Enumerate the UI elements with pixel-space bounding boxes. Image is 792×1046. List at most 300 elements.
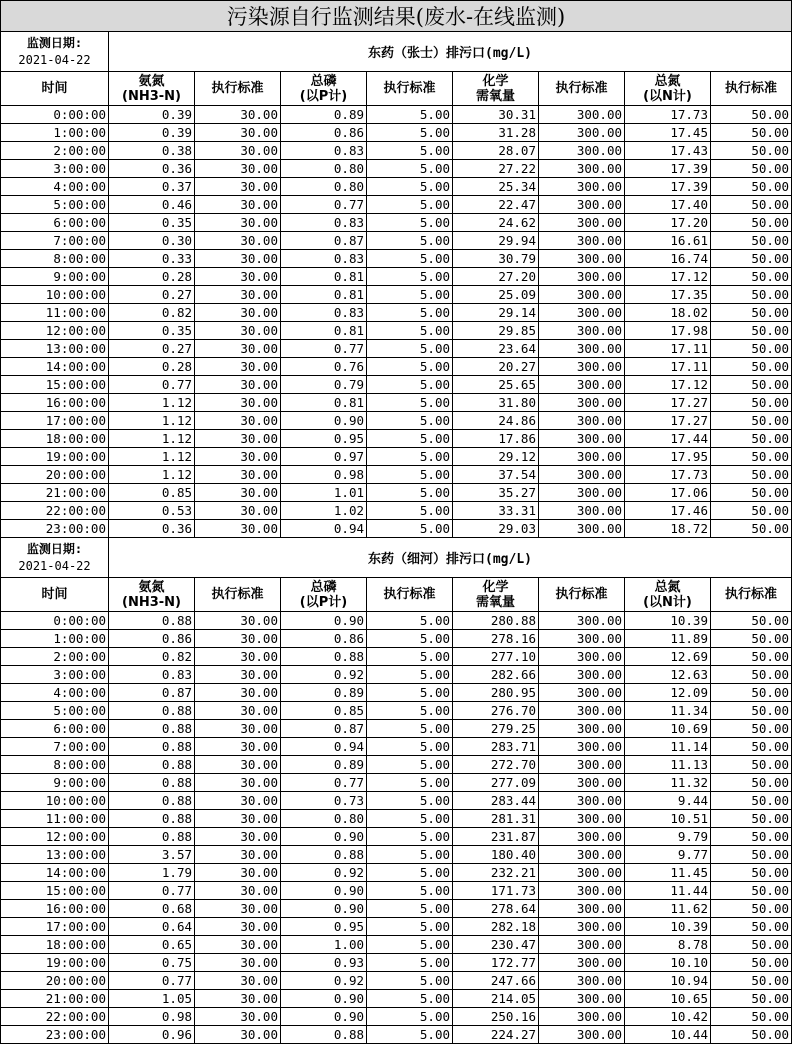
cell-ammonia-standard: 30.00 (195, 196, 281, 214)
cell-total-phosphorus: 0.83 (281, 304, 367, 322)
cell-nitrogen-standard: 50.00 (711, 630, 792, 648)
table-row (1, 774, 792, 792)
cell-cod: 214.05 (453, 990, 539, 1008)
cell-cod: 250.16 (453, 1008, 539, 1026)
cell-time: 22:00:00 (1, 1008, 109, 1026)
cell-total-nitrogen: 11.45 (625, 864, 711, 882)
cell-ammonia-nitrogen: 3.57 (109, 846, 195, 864)
cell-cod-standard: 300.00 (539, 106, 625, 124)
table-row (1, 106, 792, 124)
table-row (1, 954, 792, 972)
cell-ammonia-standard: 30.00 (195, 630, 281, 648)
cell-phosphorus-standard: 5.00 (367, 268, 453, 286)
cell-total-nitrogen: 17.12 (625, 376, 711, 394)
cell-ammonia-nitrogen: 0.88 (109, 720, 195, 738)
cell-cod: 28.07 (453, 142, 539, 160)
cell-cod: 171.73 (453, 882, 539, 900)
cell-total-nitrogen: 16.74 (625, 250, 711, 268)
cell-time: 14:00:00 (1, 864, 109, 882)
cell-time: 18:00:00 (1, 430, 109, 448)
cell-time: 6:00:00 (1, 720, 109, 738)
column-header-total-phosphorus: 总磷 (以P计) (281, 578, 367, 612)
cell-phosphorus-standard: 5.00 (367, 196, 453, 214)
table-row (1, 666, 792, 684)
cell-nitrogen-standard: 50.00 (711, 448, 792, 466)
cell-cod: 29.85 (453, 322, 539, 340)
cell-ammonia-nitrogen: 0.68 (109, 900, 195, 918)
cell-cod: 31.28 (453, 124, 539, 142)
cell-time: 0:00:00 (1, 106, 109, 124)
cell-nitrogen-standard: 50.00 (711, 160, 792, 178)
cell-cod-standard: 300.00 (539, 502, 625, 520)
cell-cod-standard: 300.00 (539, 648, 625, 666)
cell-total-phosphorus: 0.90 (281, 900, 367, 918)
cell-phosphorus-standard: 5.00 (367, 864, 453, 882)
monitoring-date-label: 监测日期: (26, 541, 83, 556)
cell-total-phosphorus: 0.83 (281, 214, 367, 232)
cell-phosphorus-standard: 5.00 (367, 648, 453, 666)
cell-ammonia-nitrogen: 0.65 (109, 936, 195, 954)
cell-phosphorus-standard: 5.00 (367, 250, 453, 268)
cell-cod: 224.27 (453, 1026, 539, 1044)
cell-time: 7:00:00 (1, 738, 109, 756)
cell-cod-standard: 300.00 (539, 828, 625, 846)
cell-ammonia-nitrogen: 0.38 (109, 142, 195, 160)
cell-ammonia-nitrogen: 1.79 (109, 864, 195, 882)
cell-nitrogen-standard: 50.00 (711, 882, 792, 900)
table-row (1, 160, 792, 178)
cell-cod-standard: 300.00 (539, 666, 625, 684)
cell-total-nitrogen: 17.39 (625, 160, 711, 178)
cell-total-phosphorus: 0.77 (281, 774, 367, 792)
cell-ammonia-standard: 30.00 (195, 304, 281, 322)
cell-ammonia-standard: 30.00 (195, 918, 281, 936)
cell-phosphorus-standard: 5.00 (367, 412, 453, 430)
cell-cod: 278.64 (453, 900, 539, 918)
table-row (1, 684, 792, 702)
cell-cod-standard: 300.00 (539, 268, 625, 286)
table-row (1, 936, 792, 954)
cell-phosphorus-standard: 5.00 (367, 936, 453, 954)
cell-total-nitrogen: 18.72 (625, 520, 711, 538)
table-row (1, 972, 792, 990)
cell-nitrogen-standard: 50.00 (711, 720, 792, 738)
cell-nitrogen-standard: 50.00 (711, 756, 792, 774)
cell-total-phosphorus: 0.81 (281, 268, 367, 286)
cell-cod-standard: 300.00 (539, 484, 625, 502)
cell-phosphorus-standard: 5.00 (367, 702, 453, 720)
cell-nitrogen-standard: 50.00 (711, 106, 792, 124)
cell-total-phosphorus: 0.87 (281, 232, 367, 250)
table-row (1, 322, 792, 340)
cell-total-nitrogen: 18.02 (625, 304, 711, 322)
column-header-time: 时间 (1, 578, 109, 612)
table-row (1, 304, 792, 322)
cell-ammonia-standard: 30.00 (195, 972, 281, 990)
cell-ammonia-nitrogen: 0.88 (109, 612, 195, 630)
cell-cod: 282.66 (453, 666, 539, 684)
cell-cod-standard: 300.00 (539, 756, 625, 774)
outlet-name: 东药（细河）排污口(mg/L) (109, 538, 792, 578)
column-header-phosphorus-standard: 执行标准 (367, 578, 453, 612)
cell-phosphorus-standard: 5.00 (367, 954, 453, 972)
cell-phosphorus-standard: 5.00 (367, 484, 453, 502)
cell-total-nitrogen: 17.20 (625, 214, 711, 232)
monitoring-date-value: 2021-04-22 (18, 52, 91, 67)
cell-total-nitrogen: 17.39 (625, 178, 711, 196)
cell-ammonia-nitrogen: 0.88 (109, 828, 195, 846)
cell-total-phosphorus: 0.98 (281, 466, 367, 484)
cell-total-phosphorus: 0.81 (281, 286, 367, 304)
cell-time: 8:00:00 (1, 756, 109, 774)
cell-total-phosphorus: 0.92 (281, 666, 367, 684)
cell-ammonia-standard: 30.00 (195, 124, 281, 142)
cell-total-phosphorus: 0.89 (281, 106, 367, 124)
cell-total-nitrogen: 10.10 (625, 954, 711, 972)
cell-time: 10:00:00 (1, 286, 109, 304)
cell-time: 13:00:00 (1, 340, 109, 358)
cell-cod-standard: 300.00 (539, 792, 625, 810)
cell-time: 16:00:00 (1, 394, 109, 412)
cell-ammonia-standard: 30.00 (195, 810, 281, 828)
cell-phosphorus-standard: 5.00 (367, 990, 453, 1008)
cell-total-nitrogen: 9.77 (625, 846, 711, 864)
cell-cod-standard: 300.00 (539, 900, 625, 918)
cell-time: 3:00:00 (1, 160, 109, 178)
cell-ammonia-nitrogen: 0.88 (109, 792, 195, 810)
cell-total-nitrogen: 17.73 (625, 106, 711, 124)
cell-ammonia-standard: 30.00 (195, 774, 281, 792)
cell-cod: 283.44 (453, 792, 539, 810)
cell-total-nitrogen: 12.09 (625, 684, 711, 702)
cell-cod: 172.77 (453, 954, 539, 972)
cell-ammonia-standard: 30.00 (195, 232, 281, 250)
cell-total-nitrogen: 10.94 (625, 972, 711, 990)
cell-nitrogen-standard: 50.00 (711, 864, 792, 882)
cell-total-phosphorus: 0.76 (281, 358, 367, 376)
cell-phosphorus-standard: 5.00 (367, 774, 453, 792)
cell-total-nitrogen: 17.27 (625, 394, 711, 412)
cell-cod-standard: 300.00 (539, 376, 625, 394)
table-row (1, 900, 792, 918)
table-row (1, 990, 792, 1008)
cell-nitrogen-standard: 50.00 (711, 846, 792, 864)
cell-nitrogen-standard: 50.00 (711, 774, 792, 792)
cell-ammonia-nitrogen: 1.12 (109, 412, 195, 430)
cell-total-phosphorus: 1.00 (281, 936, 367, 954)
cell-total-nitrogen: 11.62 (625, 900, 711, 918)
cell-nitrogen-standard: 50.00 (711, 918, 792, 936)
cell-total-nitrogen: 11.89 (625, 630, 711, 648)
cell-phosphorus-standard: 5.00 (367, 792, 453, 810)
cell-nitrogen-standard: 50.00 (711, 810, 792, 828)
cell-nitrogen-standard: 50.00 (711, 612, 792, 630)
column-header-cod: 化学 需氧量 (453, 578, 539, 612)
cell-cod: 17.86 (453, 430, 539, 448)
cell-total-phosphorus: 0.80 (281, 178, 367, 196)
cell-phosphorus-standard: 5.00 (367, 394, 453, 412)
cell-phosphorus-standard: 5.00 (367, 810, 453, 828)
cell-time: 8:00:00 (1, 250, 109, 268)
table-row (1, 178, 792, 196)
cell-ammonia-standard: 30.00 (195, 756, 281, 774)
cell-cod: 247.66 (453, 972, 539, 990)
cell-total-nitrogen: 17.27 (625, 412, 711, 430)
cell-cod: 278.16 (453, 630, 539, 648)
cell-cod: 31.80 (453, 394, 539, 412)
cell-phosphorus-standard: 5.00 (367, 972, 453, 990)
table-row (1, 520, 792, 538)
cell-ammonia-nitrogen: 0.36 (109, 160, 195, 178)
cell-cod: 27.22 (453, 160, 539, 178)
cell-time: 20:00:00 (1, 972, 109, 990)
cell-time: 17:00:00 (1, 412, 109, 430)
cell-phosphorus-standard: 5.00 (367, 1008, 453, 1026)
column-header-nitrogen-standard: 执行标准 (711, 72, 792, 106)
monitoring-date-value: 2021-04-22 (18, 558, 91, 573)
table-row (1, 484, 792, 502)
cell-total-phosphorus: 0.80 (281, 160, 367, 178)
column-header-time: 时间 (1, 72, 109, 106)
cell-cod: 280.88 (453, 612, 539, 630)
cell-cod: 20.27 (453, 358, 539, 376)
cell-cod-standard: 300.00 (539, 124, 625, 142)
cell-total-nitrogen: 11.14 (625, 738, 711, 756)
cell-ammonia-standard: 30.00 (195, 142, 281, 160)
cell-nitrogen-standard: 50.00 (711, 792, 792, 810)
table-row (1, 196, 792, 214)
column-header-ammonia-standard: 执行标准 (195, 578, 281, 612)
cell-ammonia-standard: 30.00 (195, 684, 281, 702)
cell-cod: 23.64 (453, 340, 539, 358)
cell-time: 19:00:00 (1, 954, 109, 972)
cell-total-nitrogen: 10.65 (625, 990, 711, 1008)
cell-time: 9:00:00 (1, 774, 109, 792)
cell-total-nitrogen: 9.79 (625, 828, 711, 846)
table-row (1, 1026, 792, 1044)
cell-cod-standard: 300.00 (539, 684, 625, 702)
cell-time: 6:00:00 (1, 214, 109, 232)
cell-nitrogen-standard: 50.00 (711, 1008, 792, 1026)
cell-ammonia-nitrogen: 0.28 (109, 268, 195, 286)
cell-time: 23:00:00 (1, 1026, 109, 1044)
table-row (1, 630, 792, 648)
cell-total-nitrogen: 11.13 (625, 756, 711, 774)
cell-ammonia-nitrogen: 0.46 (109, 196, 195, 214)
cell-ammonia-nitrogen: 0.30 (109, 232, 195, 250)
cell-ammonia-nitrogen: 0.88 (109, 756, 195, 774)
cell-total-phosphorus: 0.89 (281, 684, 367, 702)
cell-nitrogen-standard: 50.00 (711, 954, 792, 972)
cell-time: 20:00:00 (1, 466, 109, 484)
cell-ammonia-nitrogen: 0.27 (109, 286, 195, 304)
cell-nitrogen-standard: 50.00 (711, 358, 792, 376)
cell-cod: 25.34 (453, 178, 539, 196)
cell-ammonia-standard: 30.00 (195, 286, 281, 304)
cell-cod-standard: 300.00 (539, 810, 625, 828)
cell-phosphorus-standard: 5.00 (367, 918, 453, 936)
table-row (1, 918, 792, 936)
cell-time: 2:00:00 (1, 648, 109, 666)
cell-cod-standard: 300.00 (539, 214, 625, 232)
cell-cod: 180.40 (453, 846, 539, 864)
cell-ammonia-nitrogen: 0.28 (109, 358, 195, 376)
cell-total-nitrogen: 10.51 (625, 810, 711, 828)
cell-cod: 30.79 (453, 250, 539, 268)
cell-cod-standard: 300.00 (539, 738, 625, 756)
cell-total-phosphorus: 0.90 (281, 612, 367, 630)
cell-time: 15:00:00 (1, 882, 109, 900)
cell-total-phosphorus: 0.88 (281, 846, 367, 864)
cell-ammonia-nitrogen: 0.35 (109, 214, 195, 232)
cell-ammonia-standard: 30.00 (195, 160, 281, 178)
cell-time: 18:00:00 (1, 936, 109, 954)
table-row (1, 394, 792, 412)
cell-phosphorus-standard: 5.00 (367, 430, 453, 448)
column-header-total-nitrogen: 总氮 (以N计) (625, 578, 711, 612)
cell-ammonia-standard: 30.00 (195, 954, 281, 972)
table-row (1, 648, 792, 666)
cell-nitrogen-standard: 50.00 (711, 304, 792, 322)
cell-cod: 232.21 (453, 864, 539, 882)
cell-cod-standard: 300.00 (539, 1026, 625, 1044)
cell-ammonia-nitrogen: 1.12 (109, 394, 195, 412)
cell-ammonia-standard: 30.00 (195, 990, 281, 1008)
column-header-ammonia-nitrogen: 氨氮 (NH3-N) (109, 72, 195, 106)
cell-ammonia-standard: 30.00 (195, 648, 281, 666)
table-row (1, 448, 792, 466)
table-row (1, 232, 792, 250)
cell-phosphorus-standard: 5.00 (367, 340, 453, 358)
cell-total-nitrogen: 8.78 (625, 936, 711, 954)
cell-cod: 24.62 (453, 214, 539, 232)
cell-cod-standard: 300.00 (539, 520, 625, 538)
cell-ammonia-standard: 30.00 (195, 106, 281, 124)
cell-total-nitrogen: 17.73 (625, 466, 711, 484)
cell-nitrogen-standard: 50.00 (711, 142, 792, 160)
cell-ammonia-nitrogen: 0.88 (109, 702, 195, 720)
cell-cod-standard: 300.00 (539, 178, 625, 196)
cell-total-phosphorus: 0.90 (281, 412, 367, 430)
cell-ammonia-nitrogen: 0.88 (109, 738, 195, 756)
cell-ammonia-nitrogen: 0.83 (109, 666, 195, 684)
cell-phosphorus-standard: 5.00 (367, 448, 453, 466)
cell-nitrogen-standard: 50.00 (711, 738, 792, 756)
cell-cod: 30.31 (453, 106, 539, 124)
cell-cod-standard: 300.00 (539, 358, 625, 376)
column-header-total-phosphorus: 总磷 (以P计) (281, 72, 367, 106)
cell-ammonia-standard: 30.00 (195, 250, 281, 268)
cell-nitrogen-standard: 50.00 (711, 648, 792, 666)
table-row (1, 882, 792, 900)
cell-total-nitrogen: 17.46 (625, 502, 711, 520)
cell-total-phosphorus: 0.94 (281, 520, 367, 538)
cell-time: 16:00:00 (1, 900, 109, 918)
cell-cod: 230.47 (453, 936, 539, 954)
cell-time: 4:00:00 (1, 178, 109, 196)
monitoring-date (1, 32, 109, 72)
column-header-total-nitrogen: 总氮 (以N计) (625, 72, 711, 106)
cell-cod-standard: 300.00 (539, 304, 625, 322)
cell-total-phosphorus: 0.81 (281, 322, 367, 340)
cell-total-nitrogen: 10.42 (625, 1008, 711, 1026)
table-row (1, 792, 792, 810)
cell-total-phosphorus: 0.79 (281, 376, 367, 394)
table-row (1, 268, 792, 286)
cell-time: 21:00:00 (1, 990, 109, 1008)
table-row (1, 828, 792, 846)
cell-cod-standard: 300.00 (539, 448, 625, 466)
column-header-phosphorus-standard: 执行标准 (367, 72, 453, 106)
cell-total-phosphorus: 0.88 (281, 1026, 367, 1044)
cell-cod-standard: 300.00 (539, 990, 625, 1008)
cell-total-nitrogen: 12.63 (625, 666, 711, 684)
cell-total-phosphorus: 0.83 (281, 250, 367, 268)
cell-cod-standard: 300.00 (539, 612, 625, 630)
cell-ammonia-standard: 30.00 (195, 178, 281, 196)
cell-ammonia-standard: 30.00 (195, 612, 281, 630)
cell-nitrogen-standard: 50.00 (711, 196, 792, 214)
column-header-nitrogen-standard: 执行标准 (711, 578, 792, 612)
cell-nitrogen-standard: 50.00 (711, 484, 792, 502)
cell-cod-standard: 300.00 (539, 1008, 625, 1026)
cell-cod: 33.31 (453, 502, 539, 520)
cell-time: 5:00:00 (1, 702, 109, 720)
cell-time: 3:00:00 (1, 666, 109, 684)
cell-phosphorus-standard: 5.00 (367, 720, 453, 738)
cell-ammonia-standard: 30.00 (195, 666, 281, 684)
cell-cod-standard: 300.00 (539, 846, 625, 864)
outlet-name: 东药（张士）排污口(mg/L) (109, 32, 792, 72)
cell-phosphorus-standard: 5.00 (367, 160, 453, 178)
cell-ammonia-standard: 30.00 (195, 1008, 281, 1026)
cell-nitrogen-standard: 50.00 (711, 430, 792, 448)
table-row (1, 1008, 792, 1026)
cell-time: 21:00:00 (1, 484, 109, 502)
cell-total-phosphorus: 0.86 (281, 124, 367, 142)
cell-cod: 282.18 (453, 918, 539, 936)
cell-phosphorus-standard: 5.00 (367, 900, 453, 918)
cell-phosphorus-standard: 5.00 (367, 1026, 453, 1044)
cell-nitrogen-standard: 50.00 (711, 972, 792, 990)
cell-ammonia-standard: 30.00 (195, 358, 281, 376)
cell-phosphorus-standard: 5.00 (367, 322, 453, 340)
cell-cod-standard: 300.00 (539, 972, 625, 990)
cell-phosphorus-standard: 5.00 (367, 358, 453, 376)
cell-nitrogen-standard: 50.00 (711, 232, 792, 250)
cell-phosphorus-standard: 5.00 (367, 846, 453, 864)
monitoring-date (1, 538, 109, 578)
cell-nitrogen-standard: 50.00 (711, 520, 792, 538)
cell-cod-standard: 300.00 (539, 954, 625, 972)
cell-total-phosphorus: 0.83 (281, 142, 367, 160)
table-row (1, 142, 792, 160)
cell-total-nitrogen: 17.06 (625, 484, 711, 502)
cell-total-nitrogen: 12.69 (625, 648, 711, 666)
table-row (1, 214, 792, 232)
cell-total-nitrogen: 17.43 (625, 142, 711, 160)
cell-time: 23:00:00 (1, 520, 109, 538)
cell-cod: 27.20 (453, 268, 539, 286)
cell-phosphorus-standard: 5.00 (367, 630, 453, 648)
cell-total-nitrogen: 16.61 (625, 232, 711, 250)
cell-cod: 277.10 (453, 648, 539, 666)
cell-nitrogen-standard: 50.00 (711, 702, 792, 720)
cell-total-phosphorus: 0.92 (281, 972, 367, 990)
table-row (1, 846, 792, 864)
cell-nitrogen-standard: 50.00 (711, 178, 792, 196)
cell-time: 2:00:00 (1, 142, 109, 160)
